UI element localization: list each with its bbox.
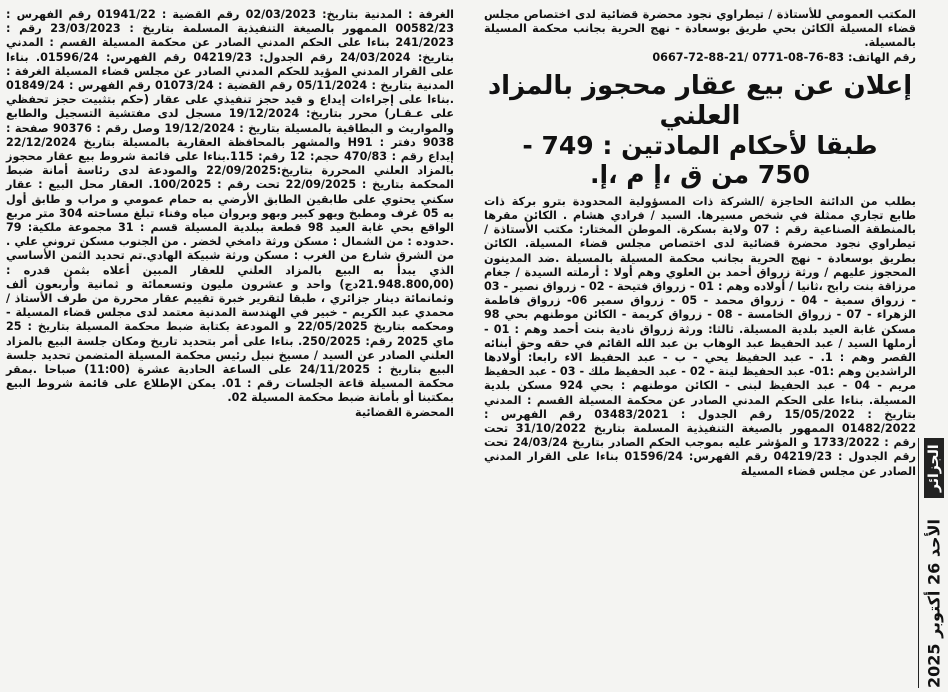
- announcement-title-line-3: طبقا لأحكام المادتين : 749 -: [522, 130, 878, 160]
- phone-number: رقم الهاتف: 83-76-08-0771 /21-88-72-0667: [652, 50, 916, 64]
- newspaper-masthead: الجزائر: [924, 438, 944, 498]
- bailiff-signature: المحضرة القضائية: [355, 405, 454, 419]
- issue-date: الأحد 26 أكتوبر 2025: [924, 519, 944, 688]
- announcement-title-line-2: العلني: [659, 100, 741, 131]
- announcement-body-right: بطلب من الدائنة الحاجزة /الشركة ذات المسؤولية المحدودة بترو بركة ذات طابع تجاري ممثلة في شخص مسيرها. السيد / فرادي هشام . الكائن مقرها بالمنطقة الصناعية رقم : 07 ولاية بسكرة. الموطن المختار: مكتب الأستاذة / تيطراوي نجود محضرة قضائية لدى اختصاص مجلس قضاء المسيلة. الكائن بطريق بوسعادة - نهج الحرية بجانب محكمة المسيلة بالمسيلة .ضد المدينون المحجوز عليهم / ورثة زرواق أحمد بن العلوي وهم أولا : أرملته السيدة / جغام مرزاقة بنت رابح ،ثانيا / أولاده وهم : 01 - زرواق فتيحة - 02 - زرواق نصير - 03 - زرواق سمية - 04 - زرواق محمد - 05 - زرواق سمير 06- زرواق فاطمة الزهراء - 07 - زرواق الخامسة - 08 - زرواق كريمة - الكائن موطنهم بحي 98 مسكن غابة العيد بلدية المسيلة. ثالثا: ورثة زرواق نادية بنت أحمد وهم : 01 - أرملها السيد / عبد الحفيظ عبد الوهاب بن عبد الله القائم في حقه وحق أبنائه القصر وهم : 1. - عبد الحفيظ يحي - ب - عبد الحفيظ الاء رابعا: أولادها الراشدين وهم :01- عبد الحفيظ لينة - 02 - عبد الحفيظ ملك - 03 - عبد الحفيظ مريم - 04 - عبد الحفيظ لبنى - الكائن موطنهم : بحي 924 مسكن بلدية المسيلة. بناءا على الحكم المدني الصادر عن محكمة المسيلة القسم : المدني بتاريخ : 15/05/2022 رقم الجدول : 03483/2021 رقم الفهرس : 01482/2022 الممهور بالصيغة التنفيذية المسلمة بتاريخ 31/10/2022 تحت رقم : 1733/2022 و المؤشر عليه بموجب الحكم الصادر بتاريخ 24/03/24 تحت رقم الجدول : 04219/23 رقم الفهرس: 01596/24 بناءا على القرار المدني الصادر عن مجلس قضاء المسيلة: [484, 194, 917, 478]
- newspaper-sidebar: [918, 438, 947, 688]
- announcement-title-line-1: إعلان عن بيع عقار محجوز بالمزاد: [487, 70, 913, 101]
- sidebar-vertical-text: [921, 438, 947, 688]
- announcement-body-left: الغرفة : المدنية بتاريخ: 02/03/2023 رقم القضية : 01941/22 رقم الفهرس : 00582/23 الممهور بالصيغة التنفيذية المسلمة بتاريخ : 23/03/2023 رقم : 241/2023 بناءا على الحكم المدني الصادر عن محكمة المسيلة القسم : المدني بتاريخ: 24/03/2024 رقم الجدول: 04219/23 رقم الفهرس: 01596/24. بناءا على القرار المدني المؤيد للحكم المدني الصادر عن مجلس قضاء المسيلة الغرفة : المدنية بتاريخ : 05/11/2024 رقم القضية : 01073/24 رقم الفهرس : 01849/24 .بناءا على إجراءات إيداع و قيد حجز تنفيذي على عقار (حكم بتثبيت حجز تحفظي على عـقـار) محرر بتاريخ: 19/12/2024 مسجل لدى مفتشية التسجيل والطابع والمواريث و البطاقية بالمسيلة بتاريخ : 19/12/2024 وصل رقم : 90376 صفحة : 9038 دفتر : H91 والمشهر بالمحافظة العقارية بالمسيلة بتاريخ 22/12/2024 إيداع رقم : 470/83 حجم: 12 رقم: 115.بناءا على قائمة شروط بيع عقار محجوز بالمزاد العلني المحررة بتاريخ:22/09/2025 والمودعة لدى رئاسة أمانة ضبط المحكمة بتاريخ : 22/09/2025 تحت رقم : 100/2025. العقار محل البيع : عقار سكني يحتوي على طابقين الطابق الأرضي به حمام عمومي و مراب و طابق أول به 05 غرف ومطبخ ويهو كبير وبهو وبروان مياه وفناء تبلغ مساحته 304 متر مربع الواقع بحي غابة العيد 98 قطعة ببلدية المسيلة قسم : 31 مجموعة ملكية: 79 .حدوده : من الشمال : مسكن ورثة دامخي لخضر . من الجنوب مسكن تروني علي . من الشرق شارع من الغرب : مسكن ورثة شبيكة الهادي.تم تحديد الثمن الأساسي الذي يبدأ به البيع بالمزاد العلني للعقار المبين أعلاه بثمن قدره : (21.948.800,00دج) واحد و عشرون مليون وتسعمائة و ثمانية وأربعون ألف وثمانمائة دينار جزائري ، طبقا لتقرير خبرة تقييم عقار محررة من طرف الأستاذ / محمدي عبد الكريم - خبير في الهندسة المدنية معتمد لدى مجلس قضاء المسيلة - ومحكمه بتاريخ 22/05/2025 و المودعة بكتابة ضبط محكمة المسيلة بتاريخ : 25 ماي 2025 رقم: 250/2025. بناءا على أمر بتحديد تاريخ ومكان جلسة البيع بالمزاد العلني الصادر عن السيد / مسيخ نبيل رئيس محكمة المسيلة المتضمن تحديد جلسة البيع بتاريخ : 24/11/2025 على الساعة الحادية عشرة (11:00) صباحا .بمقر محكمة المسيلة قاعة الجلسات رقم : 01. يمكن الإطلاع على قائمة شروط البيع بمكتبنا أو بأمانة ضبط محكمة المسيلة 02.: [6, 8, 455, 405]
- announcement-title-line-4: 750 من ق ،إ م ،إ.: [590, 159, 810, 189]
- bailiff-office-header: المكتب العمومي للأستاذة / تيطراوي نجود محضرة قضائية لدى اختصاص مجلس قضاء المسيلة الكائن بحي طريق بوسعادة - نهج الحرية بجانب محكمة المسيلة بالمسيلة.: [484, 8, 916, 50]
- announcement-left-column: [6, 8, 454, 420]
- announcement-right-column: [484, 8, 916, 479]
